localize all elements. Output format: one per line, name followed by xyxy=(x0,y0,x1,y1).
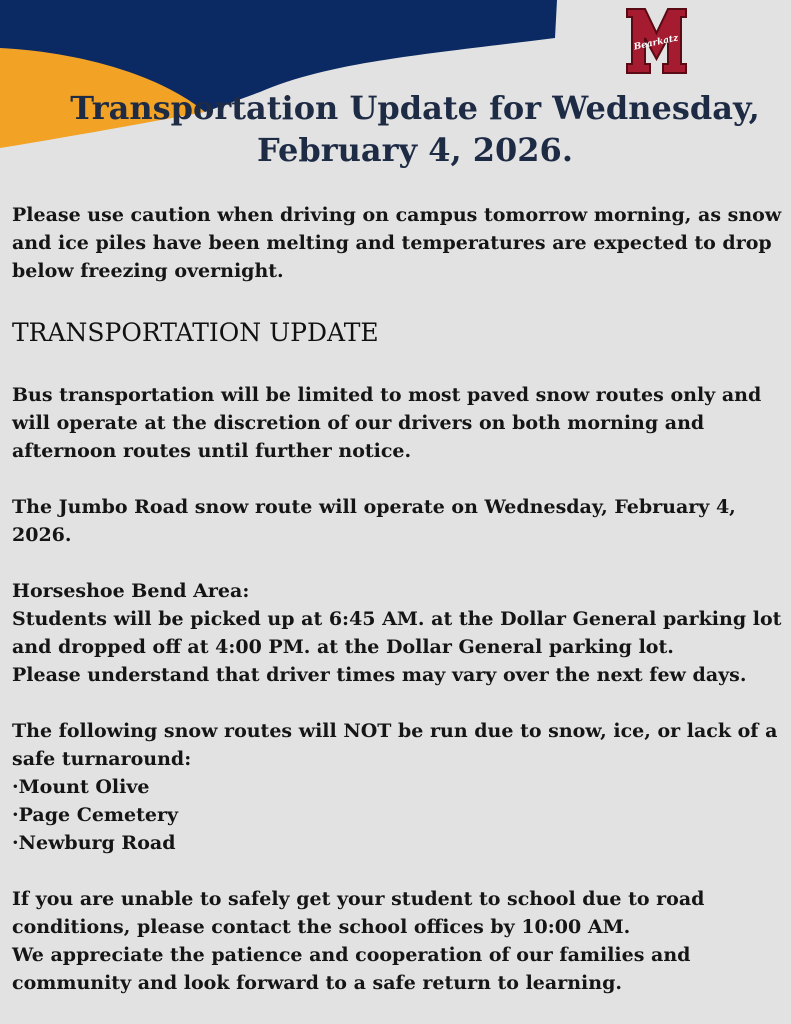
list-item: ·Mount Olive xyxy=(12,776,150,798)
school-logo xyxy=(625,7,688,75)
contact-paragraph: If you are unable to safely get your student to school due to road conditions, please contact the school offices by 10:00 AM. xyxy=(12,888,705,938)
logo-script-text: Bearkatz xyxy=(632,33,680,53)
horseshoe-bend-pickup: Students will be picked up at 6:45 AM. at the Dollar General parking lot and dropped off at 4:00 PM. at the Dollar General parking lot. xyxy=(12,608,782,658)
list-item: ·Newburg Road xyxy=(12,832,176,854)
page-title: Transportation Update for Wednesday, February 4, 2026. xyxy=(70,89,760,169)
thanks-paragraph: We appreciate the patience and cooperation of our families and community and look forward to a safe return to learning. xyxy=(12,944,691,994)
horseshoe-bend-label: Horseshoe Bend Area: xyxy=(12,580,250,602)
bus-paragraph: Bus transportation will be limited to most paved snow routes only and will operate at the discretion of our drivers on both morning and afternoon routes until further notice. xyxy=(12,384,762,462)
driver-times-note: Please understand that driver times may vary over the next few days. xyxy=(12,664,747,686)
section-heading: TRANSPORTATION UPDATE xyxy=(12,318,379,347)
cancelled-routes-list xyxy=(12,773,782,857)
list-item: ·Page Cemetery xyxy=(12,804,179,826)
intro-paragraph: Please use caution when driving on campus tomorrow morning, as snow and ice piles have been melting and temperatures are expected to drop below freezing overnight. xyxy=(12,204,782,282)
not-run-intro: The following snow routes will NOT be run due to snow, ice, or lack of a safe turnaround: xyxy=(12,720,778,770)
jumbo-road-paragraph: The Jumbo Road snow route will operate on Wednesday, February 4, 2026. xyxy=(12,496,736,546)
announcement-body xyxy=(12,201,782,997)
